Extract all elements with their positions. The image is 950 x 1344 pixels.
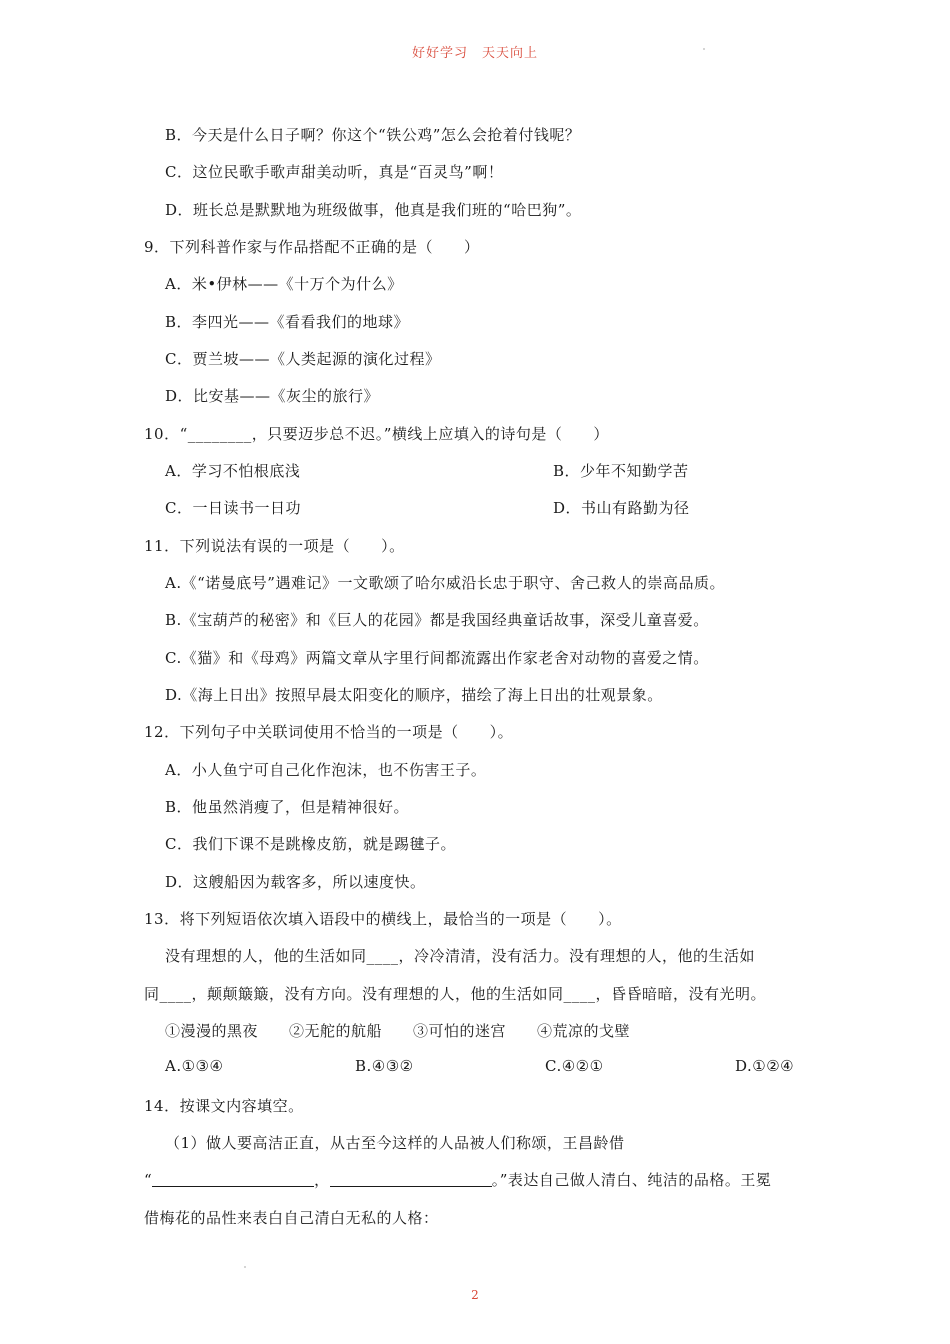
q12-option-d: D．这艘船因为载客多，所以速度快。 (165, 873, 426, 891)
page-header (0, 42, 950, 61)
scan-dot (703, 48, 705, 50)
q10-option-a: A．学习不怕根底浅 (165, 462, 301, 480)
scan-dot (244, 1266, 246, 1268)
q9-option-d: D．比安基——《灰尘的旅行》 (165, 387, 380, 405)
q13-phrases: ①漫漫的黑夜 ②无舵的航船 ③可怕的迷宫 ④荒凉的戈壁 (165, 1022, 631, 1040)
q12-option-b: B．他虽然消瘦了，但是精神很好。 (165, 798, 410, 816)
q11-option-b: B.《宝葫芦的秘密》和《巨人的花园》都是我国经典童话故事，深受儿童喜爱。 (165, 611, 709, 629)
q13-option-a: A.①③④ (165, 1057, 224, 1075)
question-14: 14．按课文内容填空。 (144, 1097, 304, 1115)
q11-option-a: A.《“诺曼底号”遇难记》一文歌颂了哈尔威沿长忠于职守、舍己救人的崇高品质。 (165, 574, 725, 592)
q13-passage-line-2: 同____，颠颠簸簸，没有方向。没有理想的人，他的生活如同____，昏昏暗暗，没有光明。 (144, 985, 767, 1003)
q8-option-b: B．今天是什么日子啊？你这个“铁公鸡”怎么会抢着付钱呢？ (165, 126, 581, 144)
q13-passage-line-1: 没有理想的人，他的生活如同____，冷冷清清，没有活力。没有理想的人，他的生活如 (165, 947, 756, 965)
q13-option-b: B.④③② (355, 1057, 414, 1075)
q8-option-c: C．这位民歌手歌声甜美动听，真是“百灵鸟”啊！ (165, 163, 504, 181)
header-right: 天天向上 (482, 46, 539, 61)
q10-option-d: D．书山有路勤为径 (553, 499, 690, 517)
answer-blank-1[interactable] (152, 1172, 314, 1187)
open-quote: “ (144, 1171, 153, 1189)
q13-option-d: D.①②④ (735, 1057, 795, 1075)
question-12: 12．下列句子中关联词使用不恰当的一项是（ ）。 (144, 723, 514, 741)
header-left: 好好学习 (411, 46, 468, 61)
page-number: 2 (471, 1288, 479, 1302)
q12-option-c: C．我们下课不是跳橡皮筋，就是踢毽子。 (165, 835, 456, 853)
q14-fill-line (144, 1169, 771, 1190)
q11-option-c: C.《猫》和《母鸡》两篇文章从字里行间都流露出作家老舍对动物的喜爱之情。 (165, 649, 709, 667)
question-11: 11．下列说法有误的一项是（ ）。 (144, 537, 405, 555)
q14-part-1-cont: 借梅花的品性来表白自己清白无私的人格： (144, 1209, 439, 1227)
q8-option-d: D．班长总是默默地为班级做事，他真是我们班的“哈巴狗”。 (165, 201, 582, 219)
q11-option-d: D.《海上日出》按照早晨太阳变化的顺序，描绘了海上日出的壮观景象。 (165, 686, 663, 704)
question-9: 9．下列科普作家与作品搭配不正确的是（ ） (144, 238, 480, 256)
answer-blank-2[interactable] (330, 1172, 492, 1187)
comma: ， (314, 1171, 330, 1189)
q10-option-b: B．少年不知勤学苦 (553, 462, 689, 480)
q9-option-c: C．贾兰坡——《人类起源的演化过程》 (165, 350, 441, 368)
q14-part-1: （1）做人要高洁正直，从古至今这样的人品被人们称颂，王昌龄借 (165, 1134, 625, 1152)
q13-option-c: C.④②① (545, 1057, 604, 1075)
question-10: 10．“________，只要迈步总不迟。”横线上应填入的诗句是（ ） (144, 425, 609, 443)
question-13: 13．将下列短语依次填入语段中的横线上，最恰当的一项是（ ）。 (144, 910, 622, 928)
q10-option-c: C．一日读书一日功 (165, 499, 301, 517)
q9-option-b: B．李四光——《看看我们的地球》 (165, 313, 410, 331)
q12-option-a: A．小人鱼宁可自己化作泡沫，也不伤害王子。 (165, 761, 487, 779)
q9-option-a: A．米•伊林——《十万个为什么》 (165, 275, 403, 293)
q14-line-rest: 。”表达自己做人清白、纯洁的品格。王冕 (491, 1171, 772, 1189)
